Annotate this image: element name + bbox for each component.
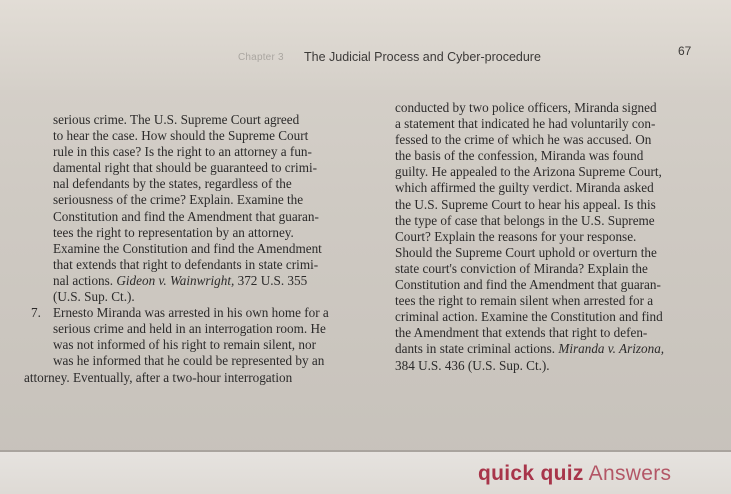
quiz-answers-heading: [478, 462, 671, 486]
text-line: to hear the case. How should the Supreme Court: [53, 128, 309, 144]
text-line: seriousness of the crime? Explain. Examine the: [53, 192, 304, 208]
text-line: state court's conviction of Miranda? Explain the: [395, 260, 648, 276]
text-line: guilty. He appealed to the Arizona Supreme Court,: [395, 164, 662, 180]
citation-prefix: nal actions.: [53, 272, 117, 288]
page-header: [0, 44, 731, 72]
text-line: Examine the Constitution and find the Amendment: [53, 240, 322, 256]
left-column: [24, 112, 359, 386]
text-line: that extends that right to defendants in state crimi-: [53, 256, 319, 272]
text-line: rule in this case? Is the right to an attorney a fun-: [53, 144, 312, 160]
right-column: [395, 100, 730, 374]
item-text: Ernesto Miranda was arrested in his own home for a: [53, 305, 329, 321]
text-line: damental right that should be guaranteed to crimi-: [53, 160, 318, 176]
citation-line: [24, 273, 359, 289]
text-line: fessed to the crime of which he was accused. On: [395, 132, 652, 148]
text-line: Should the Supreme Court uphold or overturn the: [395, 244, 657, 260]
case-name: Miranda v. Arizona,: [558, 341, 665, 357]
text-line: conducted by two police officers, Miranda signed: [395, 100, 657, 115]
text-line: criminal action. Examine the Constitution and find: [395, 309, 663, 325]
citation-prefix: dants in state criminal actions.: [395, 341, 559, 357]
text-line: the U.S. Supreme Court to hear his appeal. Is this: [395, 196, 656, 212]
page-top-area: [0, 0, 731, 90]
text-line: the Amendment that extends that right to defen-: [395, 325, 648, 341]
citation-court: (U.S. Sup. Ct.).: [53, 289, 135, 305]
text-line: serious crime and held in an interrogation room. He: [53, 321, 326, 337]
text-line: serious crime. The U.S. Supreme Court agreed: [53, 112, 300, 127]
page-number: 67: [678, 44, 692, 58]
text-line: a statement that indicated he had voluntarily con-: [395, 116, 656, 132]
item-first-line: [24, 305, 359, 321]
case-name: Gideon v. Wainwright,: [116, 272, 235, 288]
text-line: tees the right to representation by an attorney.: [53, 224, 294, 240]
chapter-label: Chapter 3: [238, 52, 284, 63]
quiz-heading-light: Answers: [583, 462, 672, 485]
text-line: Court? Explain the reasons for your response.: [395, 228, 637, 244]
citation-line: [395, 341, 730, 357]
item-number: 7.: [31, 305, 41, 321]
text-line: was not informed of his right to remain silent, nor: [53, 337, 316, 353]
citation-reporter: 372 U.S. 355: [234, 272, 308, 288]
text-line: which affirmed the guilty verdict. Miranda asked: [395, 180, 654, 196]
citation-reporter: 384 U.S. 436 (U.S. Sup. Ct.).: [395, 357, 550, 373]
text-line: the type of case that belongs in the U.S. Supreme: [395, 212, 655, 228]
text-line: the basis of the confession, Miranda was found: [395, 148, 644, 164]
chapter-title: The Judicial Process and Cyber-procedure: [304, 50, 541, 64]
quiz-heading-bold: quick quiz: [478, 462, 584, 485]
text-line: Constitution and find the Amendment that guaran-: [53, 208, 319, 224]
text-line: attorney. Eventually, after a two-hour interrogation: [24, 369, 293, 385]
text-line: was he informed that he could be represented by an: [53, 353, 325, 369]
text-line: tees the right to remain silent when arrested for a: [395, 293, 654, 309]
text-line: Constitution and find the Amendment that guaran-: [395, 277, 661, 293]
text-line: nal defendants by the states, regardless of the: [53, 176, 292, 192]
